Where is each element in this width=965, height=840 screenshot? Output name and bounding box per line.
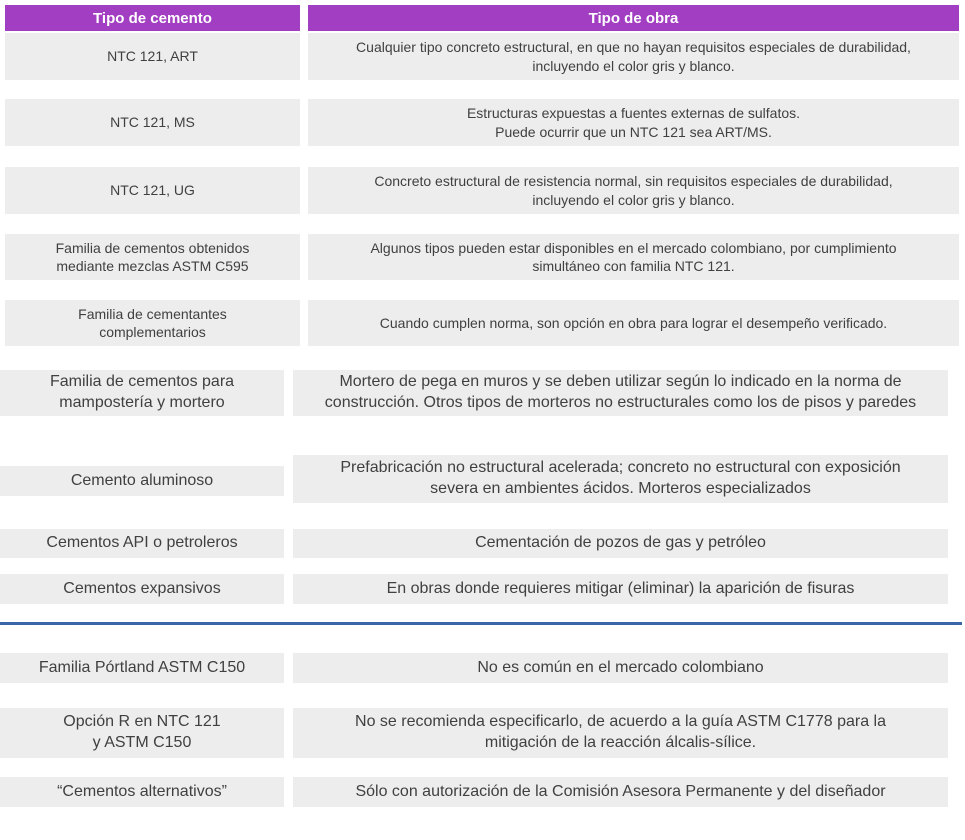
work-cell-4: Cuando cumplen norma, son opción en obra para lograr el desempeño verificado.	[308, 300, 959, 346]
work-cell-8: En obras donde requieres mitigar (eliminar) la aparición de fisuras	[293, 574, 948, 604]
work-cell-10: No se recomienda especificarlo, de acuerdo a la guía ASTM C1778 para la mitigación de la reacción álcalis-sílice.	[293, 708, 948, 758]
work-cell-0: Cualquier tipo concreto estructural, en que no hayan requisitos especiales de durabilidad, incluyendo el color gris y blanco.	[308, 33, 959, 80]
header-cement-type: Tipo de cemento	[5, 5, 300, 31]
cement-cell-8: Cementos expansivos	[0, 574, 284, 604]
cement-cell-5: Familia de cementos para mampostería y mortero	[0, 370, 284, 416]
work-cell-3: Algunos tipos pueden estar disponibles en el mercado colombiano, por cumplimiento simultáneo con familia NTC 121.	[308, 234, 959, 280]
work-cell-5: Mortero de pega en muros y se deben utilizar según lo indicado en la norma de construcción. Otros tipos de morteros no estructurales como los de pisos y paredes	[293, 370, 948, 416]
cement-cell-2: NTC 121, UG	[5, 167, 300, 214]
header-work-type: Tipo de obra	[308, 5, 959, 31]
work-cell-9: No es común en el mercado colombiano	[293, 653, 948, 683]
cement-cell-3: Familia de cementos obtenidos mediante mezclas ASTM C595	[5, 234, 300, 280]
cement-cell-4: Familia de cementantes complementarios	[5, 300, 300, 346]
cement-cell-7: Cementos API o petroleros	[0, 529, 284, 558]
cement-cell-6: Cemento aluminoso	[0, 466, 284, 496]
work-cell-11: Sólo con autorización de la Comisión Asesora Permanente y del diseñador	[293, 777, 948, 807]
cement-cell-9: Familia Pórtland ASTM C150	[0, 653, 284, 683]
cement-cell-1: NTC 121, MS	[5, 99, 300, 146]
cement-cell-11: “Cementos alternativos”	[0, 777, 284, 807]
work-cell-2: Concreto estructural de resistencia normal, sin requisitos especiales de durabilidad, incluyendo el color gris y blanco.	[308, 167, 959, 214]
work-cell-1: Estructuras expuestas a fuentes externas de sulfatos. Puede ocurrir que un NTC 121 sea ART/MS.	[308, 99, 959, 146]
cement-cell-0: NTC 121, ART	[5, 33, 300, 80]
work-cell-7: Cementación de pozos de gas y petróleo	[293, 529, 948, 558]
section-divider	[0, 622, 962, 625]
cement-cell-10: Opción R en NTC 121 y ASTM C150	[0, 708, 284, 758]
work-cell-6: Prefabricación no estructural acelerada; concreto no estructural con exposición severa en ambientes ácidos. Morteros especializados	[293, 455, 948, 503]
